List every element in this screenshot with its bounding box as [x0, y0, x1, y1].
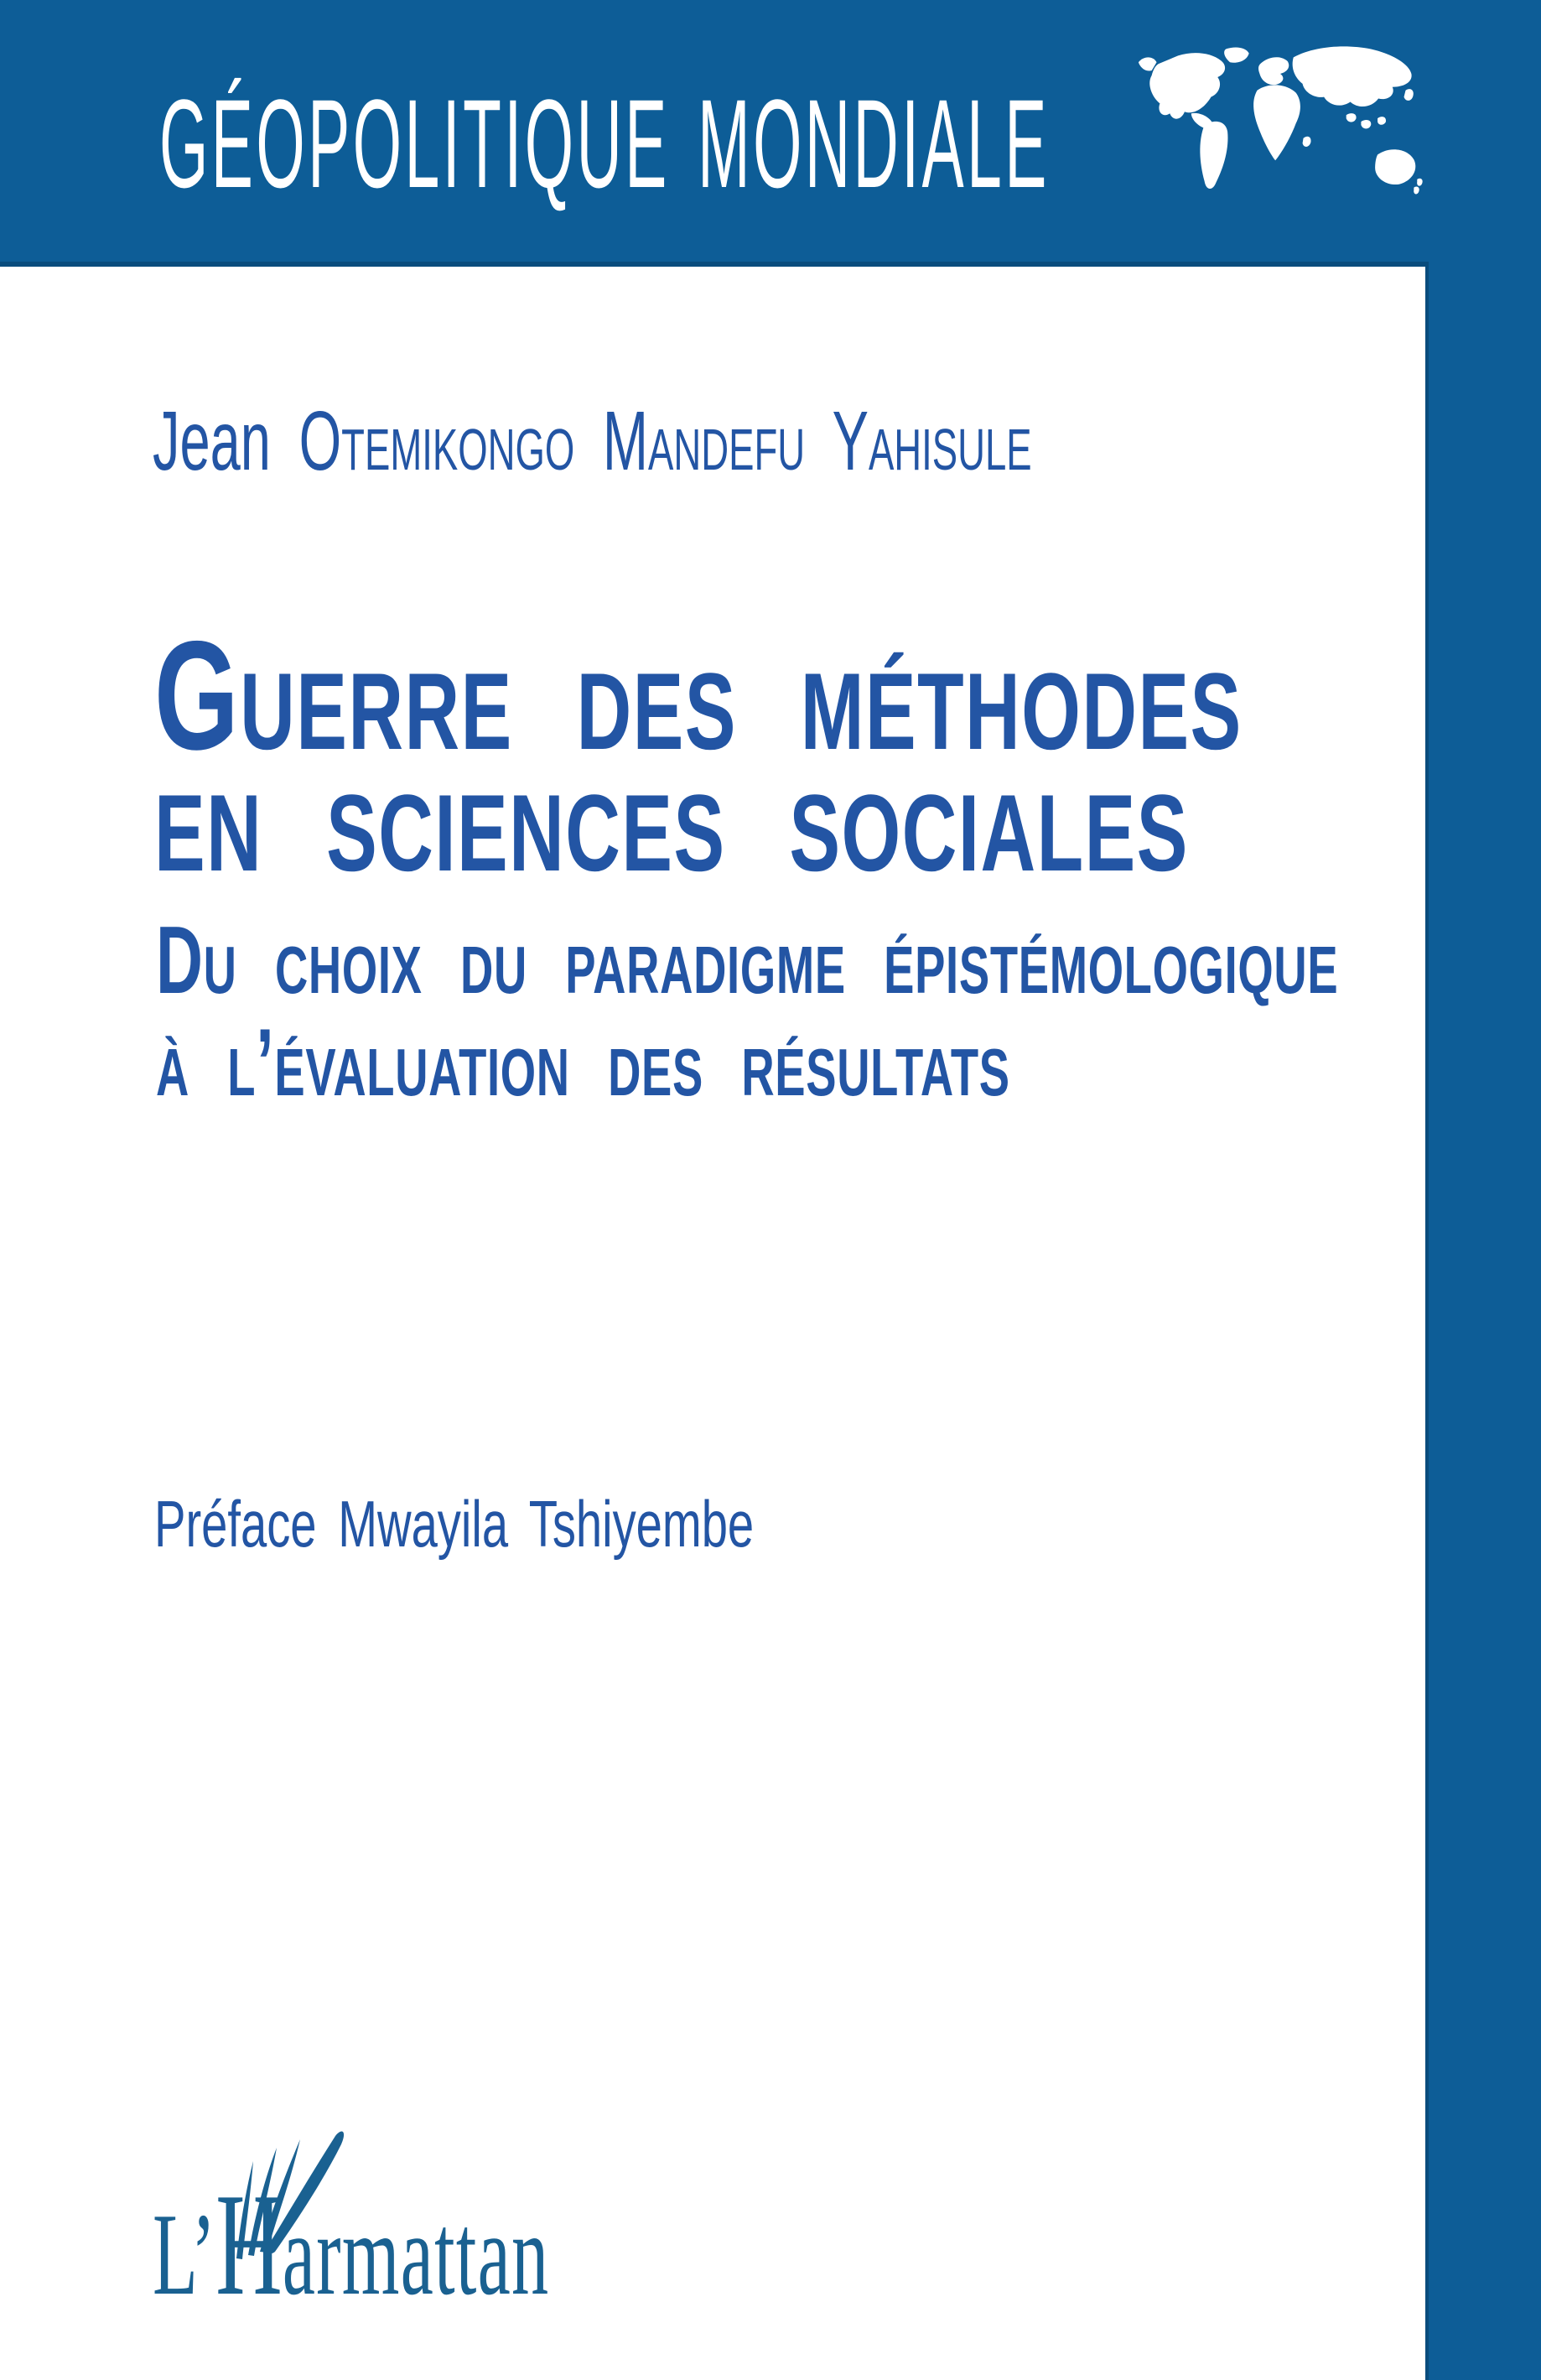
- collection-title: GÉOPOLITIQUE MONDIALE: [159, 73, 1050, 214]
- preface-credit: Préface Mwayila Tshiyembe: [154, 1487, 755, 1561]
- book-subtitle-line-2: à l’évaluation des résultats: [156, 1010, 1010, 1116]
- publisher-logo: [153, 2163, 550, 2325]
- publisher-logo-rest: armattan: [282, 2190, 550, 2320]
- publisher-logo-initial: H: [215, 2163, 283, 2325]
- publisher-logo-prefix: L’: [153, 2190, 216, 2320]
- content-panel: [0, 267, 1425, 2380]
- author-first-name: Jean: [153, 394, 299, 488]
- book-title-line-1: Guerre des méthodes: [154, 610, 1243, 782]
- book-title-line-2: en sciences sociales: [154, 731, 1189, 904]
- book-title: [154, 610, 1243, 904]
- collection-banner: [0, 0, 1541, 262]
- book-subtitle-line-1: Du choix du paradigme épistémologique: [156, 907, 1339, 1014]
- author-name: [153, 394, 1032, 488]
- author-last-names: Otemikongo Mandefu Yahisule: [298, 394, 1032, 488]
- right-strip-edge: [1425, 267, 1429, 2380]
- world-map-icon: [1134, 42, 1430, 208]
- book-subtitle: [156, 907, 1339, 1116]
